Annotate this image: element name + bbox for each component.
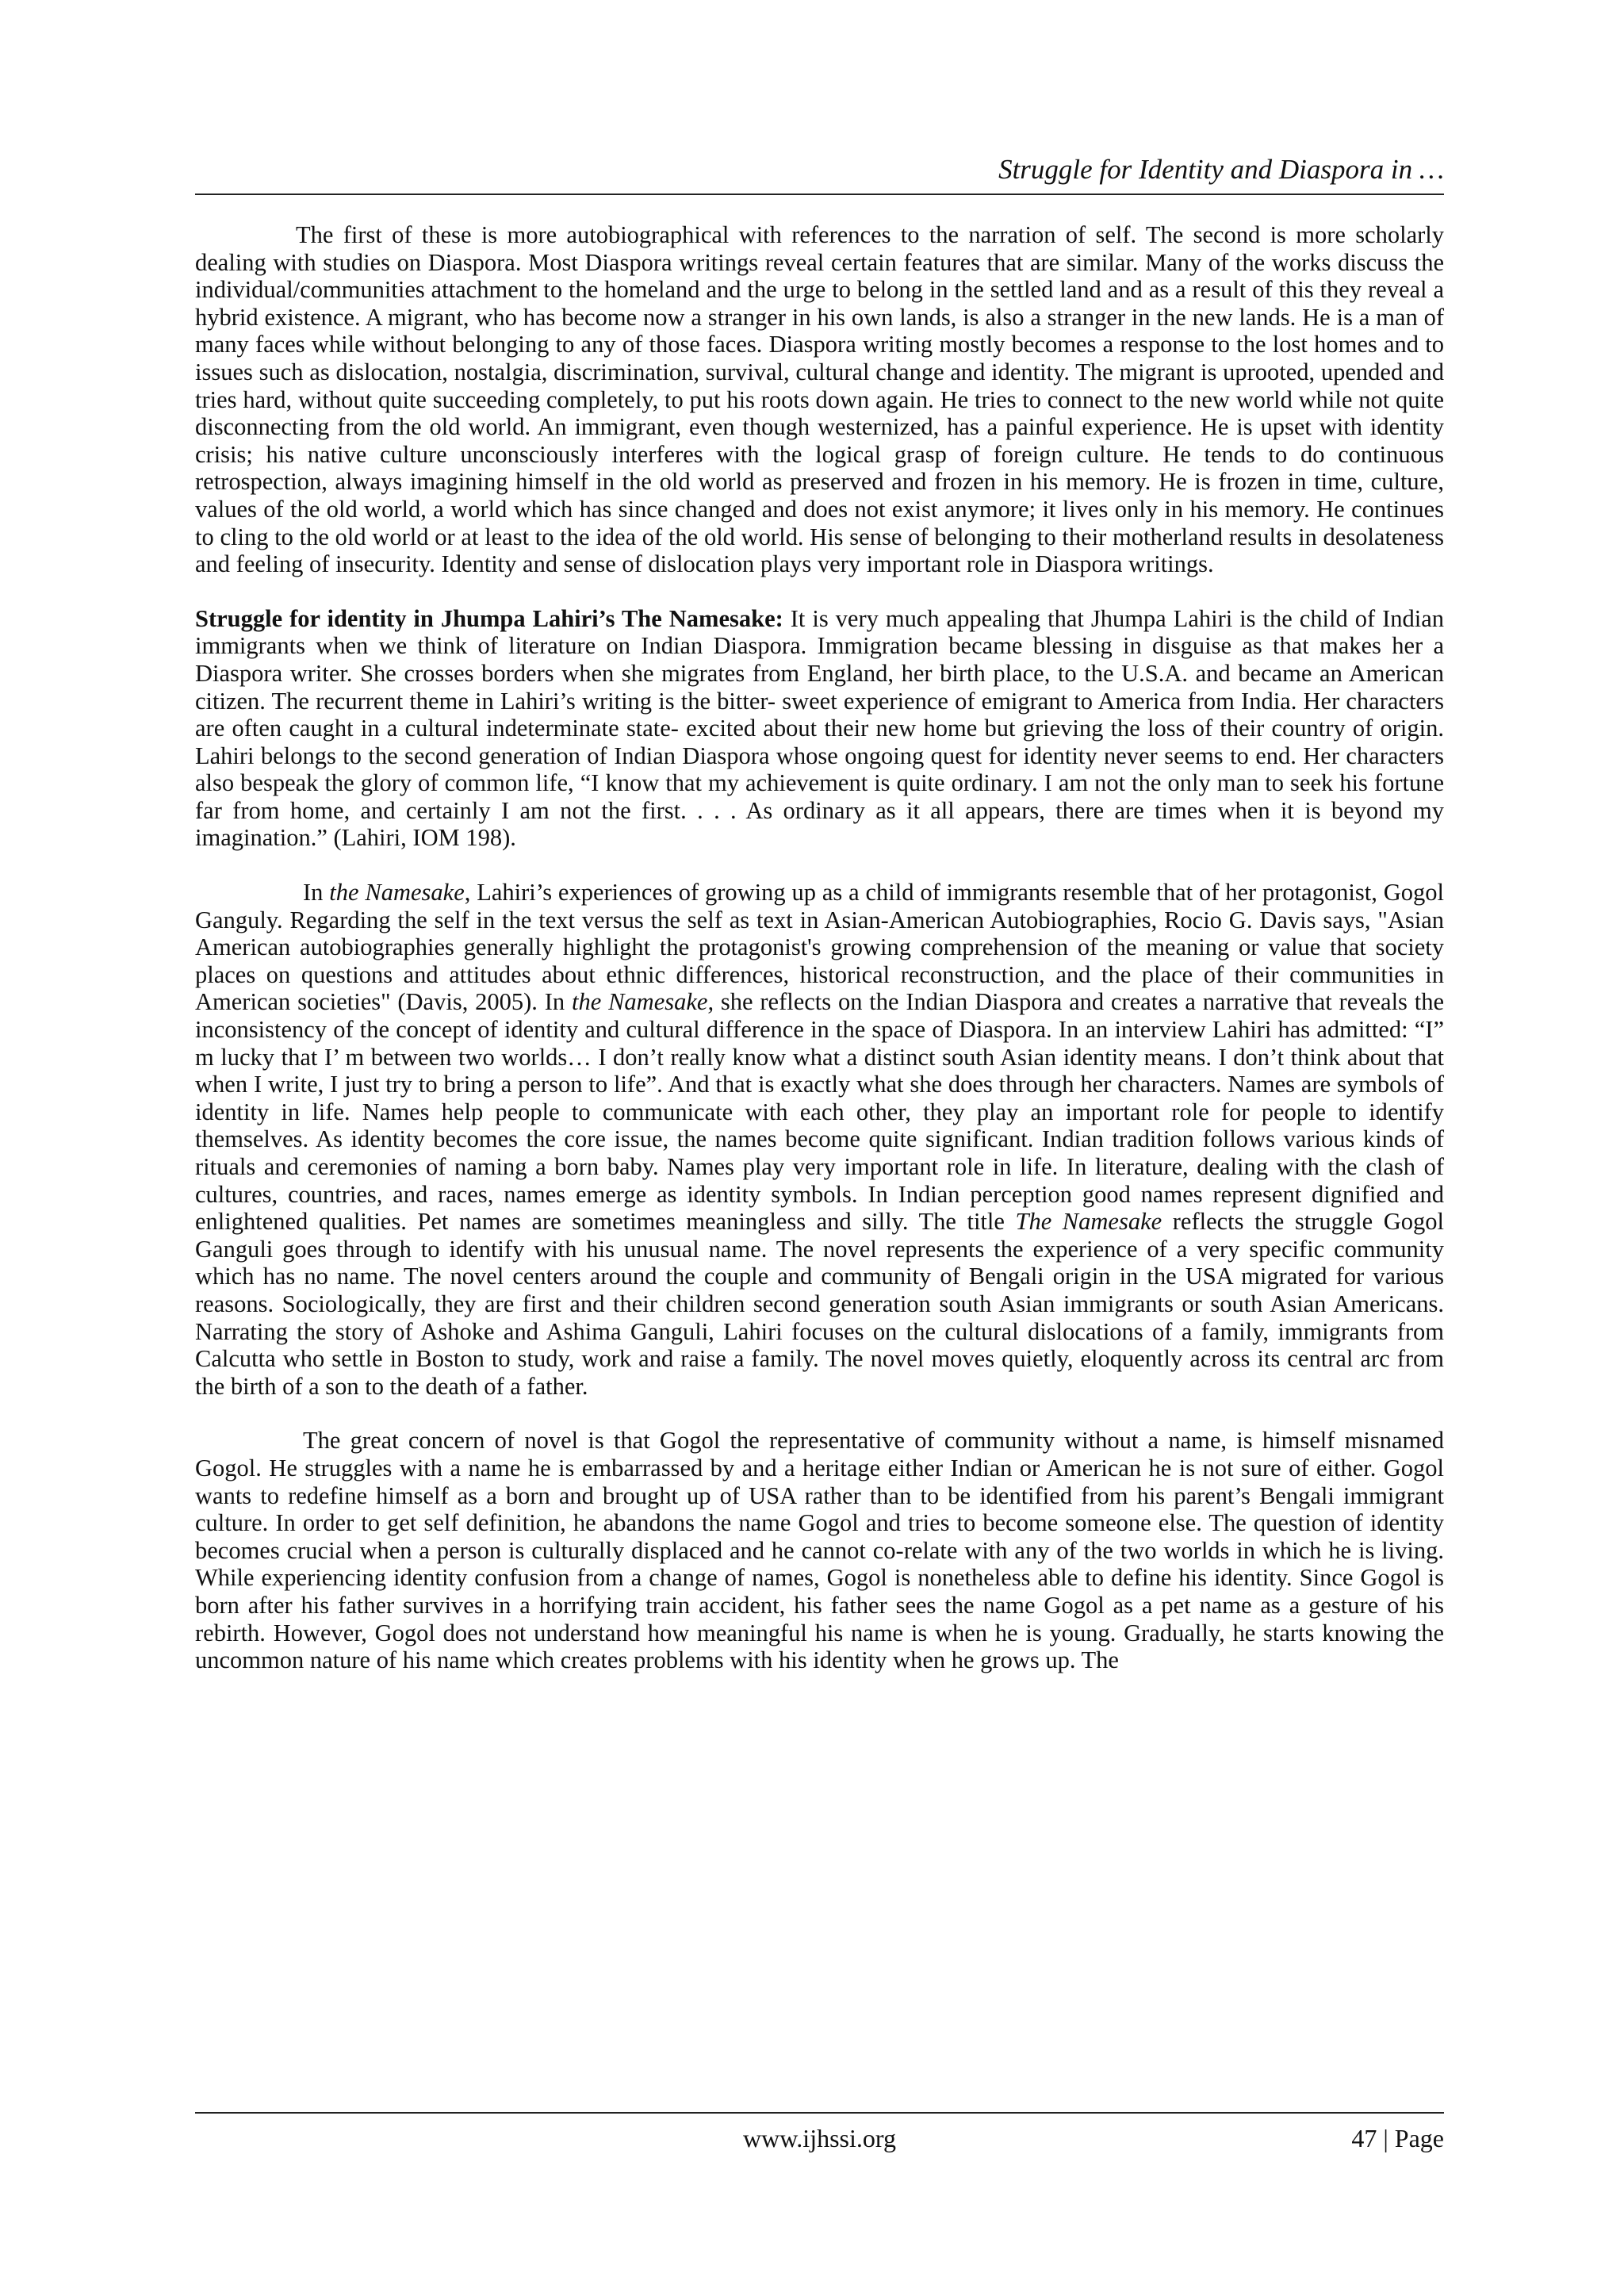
- italic-title: the Namesake: [329, 879, 465, 907]
- paragraph-text: It is very much appealing that Jhumpa Lahiri is the child of Indian immigrants when we think of literature on Indian Diaspora. Immigration became blessing in disguise as that makes her a Diaspora writer. She crosses borders when she migrates from England, her birth place, to the U.S.A. and became an American citizen. The recurrent theme in Lahiri’s writing is the bitter- sweet experience of emigrant to America from India. Her characters are often caught in a cultural indeterminate state- excited about their new home but grieving the loss of their country of origin. Lahiri belongs to the second generation of Indian Diaspora whose ongoing quest for identity never seems to end. Her characters also bespeak the glory of common life, “I know that my achievement is quite ordinary. I am not the only man to seek his fortune far from home, and certainly I am not the first. . . . As ordinary as it all appears, there are times when it is beyond my imagination.” (Lahiri, IOM 198).: [195, 604, 1444, 852]
- italic-title: The Namesake: [1015, 1208, 1162, 1236]
- paragraph-namesake-names: [195, 879, 1444, 1400]
- text-run: she reflects on the Indian Diaspora and creates a narrative that reveals the inconsistency of the concept of identity and cultural difference in the space of Diaspora. In an interview Lahiri has admitted: “I” m lucky that I’ m between two worlds… I don’t really know what a distinct south Asian identity means. I don’t think about that when I write, I just try to bring a person to life”. And that is exactly what she does through her characters. Names are symbols of identity in life. Names help people to communicate with each other, they play an important role for people to identify themselves. As identity becomes the core issue, the names become quite significant. Indian tradition follows various kinds of rituals and ceremonies of naming a born baby. Names play very important role in life. In literature, dealing with the clash of cultures, countries, and races, names emerge as identity symbols. In Indian perception good names represent dignified and enlightened qualities. Pet names are sometimes meaningless and silly. The title: [195, 988, 1445, 1236]
- running-header: Struggle for Identity and Diaspora in …: [998, 154, 1444, 185]
- italic-title: the Namesake,: [572, 988, 714, 1016]
- text-run: In: [303, 879, 330, 907]
- footer-rule: [195, 2112, 1444, 2114]
- header-rule: [195, 194, 1444, 195]
- paragraph-gogol-identity: The great concern of novel is that Gogol the representative of community without a name, is himself misnamed Gogol. He struggles with a name he is embarrassed by and a heritage either Indian or American he is not sure of either. Gogol wants to redefine himself as a born and brought up of USA rather than to be identified from his parent’s Bengali immigrant culture. In order to get self definition, he abandons the name Gogol and tries to become someone else. The question of identity becomes crucial when a person is culturally displaced and he cannot co-relate with any of the two worlds in which he is living. While experiencing identity confusion from a change of names, Gogol is nonetheless able to define his identity. Since Gogol is born after his father survives in a horrifying train accident, his father sees the name Gogol as a pet name as a gesture of his rebirth. However, Gogol does not understand how meaningful his name is when he is young. Gradually, he starts knowing the uncommon nature of his name which creates problems with his identity when he grows up. The: [195, 1427, 1444, 1674]
- page-number: 47 | Page: [1351, 2124, 1444, 2152]
- paragraph-struggle-for-identity: [195, 605, 1444, 852]
- paragraph-diaspora-features: The first of these is more autobiographical with references to the narration of self. The second is more scholarly dealing with studies on Diaspora. Most Diaspora writings reveal certain features that are similar. Many of the works discuss the individual/communities attachment to the homeland and the urge to belong in the settled land and as a result of this they reveal a hybrid existence. A migrant, who has become now a stranger in his own lands, is also a stranger in the new lands. He is a man of many faces while without belonging to any of those faces. Diaspora writing mostly becomes a response to the lost homes and to issues such as dislocation, nostalgia, discrimination, survival, cultural change and identity. The migrant is uprooted, upended and tries hard, without quite succeeding completely, to put his roots down again. He tries to connect to the new world while not quite disconnecting from the old world. An immigrant, even though westernized, has a painful experience. He is upset with identity crisis; his native culture unconsciously interferes with the logical grasp of foreign culture. He tends to do continuous retrospection, always imagining himself in the old world as preserved and frozen in his memory. He is frozen in time, culture, values of the old world, a world which has since changed and does not exist anymore; it lives only in his memory. He continues to cling to the old world or at least to the idea of the old world. His sense of belonging to their motherland results in desolateness and feeling of insecurity. Identity and sense of dislocation plays very important role in Diaspora writings.: [195, 221, 1444, 578]
- page-footer: [195, 2121, 1444, 2156]
- section-heading: Struggle for identity in Jhumpa Lahiri’s The Namesake:: [195, 604, 783, 632]
- journal-url[interactable]: www.ijhssi.org: [743, 2124, 896, 2152]
- text-run: reflects the struggle Gogol Ganguli goes through to identify with his unusual name. The novel represents the experience of a very specific community which has no name. The novel centers around the couple and community of Bengali origin in the USA migrated for various reasons. Sociologically, they are first and their children second generation south Asian immigrants or south Asian Americans. Narrating the story of Ashoke and Ashima Ganguli, Lahiri focuses on the cultural dislocations of a family, immigrants from Calcutta who settle in Boston to study, work and raise a family. The novel moves quietly, eloquently across its central arc from the birth of a son to the death of a father.: [195, 1208, 1444, 1400]
- text-run: , Lahiri’s experiences of growing up as a child of immigrants resemble that of her protagonist, Gogol Ganguly. Regarding the self in the text versus the self as text in Asian-American Autobiographies, Rocio G. Davis says, "Asian American autobiographies generally highlight the protagonist's growing comprehension of the meaning or value that society places on questions and attitudes about ethnic differences, historical reconstruction, and the place of their communities in American societies" (Davis, 2005). In: [195, 879, 1444, 1016]
- body-text: [195, 221, 1444, 1674]
